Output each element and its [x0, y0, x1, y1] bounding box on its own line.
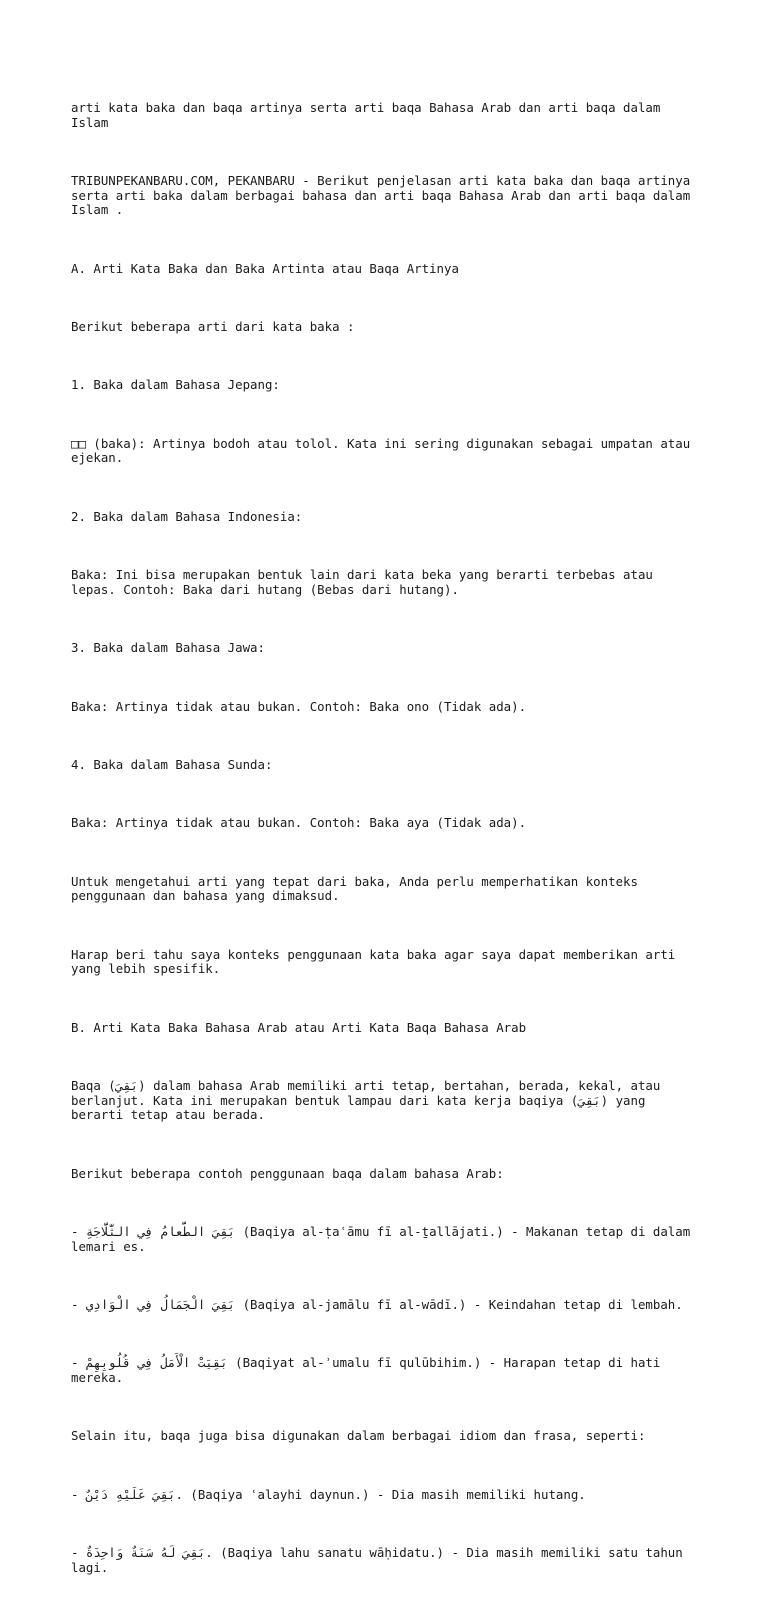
- section-heading-a: A. Arti Kata Baka dan Baka Artinta atau Baqa Artinya: [71, 260, 459, 276]
- subheading-javanese: 3. Baka dalam Bahasa Jawa:: [71, 640, 265, 656]
- subheading-indonesian: 2. Baka dalam Bahasa Indonesia:: [71, 508, 303, 524]
- example-item: - بَقِيَتْ الْأَمَلُ فِي قُلُوبِهِمْ (Baqiyat al-ʾumalu fī qulūbihim.) - Harapan tetap di hati mereka.: [71, 1355, 661, 1385]
- definition-indonesian: Baka: Ini bisa merupakan bentuk lain dari kata beka yang berarti terbebas atau lepas. Contoh: Baka dari hutang (Bebas dari hutang).: [71, 567, 653, 597]
- example-item: - بَقِيَ الطَّعامُ فِي الثَّلَّاجَةِ (Baqiya al-ṭaʿāmu fī al-ṯallājati.) - Makanan tetap di dalam lemari es.: [71, 1223, 691, 1254]
- context-note: Untuk mengetahui arti yang tepat dari baka, Anda perlu memperhatikan konteks penggunaan dan bahasa yang dimaksud.: [71, 873, 638, 904]
- section-heading-b: B. Arti Kata Baka Bahasa Arab atau Arti Kata Baqa Bahasa Arab: [71, 1019, 527, 1035]
- definition-japanese: □□ (baka): Artinya bodoh atau tolol. Kata ini sering digunakan sebagai umpatan atau ejekan.: [71, 435, 691, 466]
- idioms-lead: Selain itu, baqa juga bisa digunakan dalam berbagai idiom dan frasa, seperti:: [71, 1428, 646, 1444]
- doc-title: arti kata baka dan baqa artinya serta arti baqa Bahasa Arab dan arti baqa dalam Islam: [71, 100, 661, 130]
- request-note: Harap beri tahu saya konteks penggunaan kata baka agar saya dapat memberikan arti yang lebih spesifik.: [71, 946, 676, 977]
- baqa-definition: Baqa (بَقِيَ) dalam bahasa Arab memiliki arti tetap, bertahan, berada, kekal, atau berlanjut. Kata ini merupakan bentuk lampau dari kata kerja baqiya (بَقِيَ) yang berarti tetap atau berada.: [71, 1077, 661, 1123]
- section-a-lead: Berikut beberapa arti dari kata baka :: [71, 319, 355, 335]
- idiom-item: - بَقِيَ عَلَيْهِ دَيْنٌ. (Baqiya ʿalayhi daynun.) - Dia masih memiliki hutang.: [71, 1486, 586, 1502]
- definition-javanese: Baka: Artinya tidak atau bukan. Contoh: Baka ono (Tidak ada).: [71, 698, 527, 714]
- document-body: [71, 72, 711, 1604]
- idiom-item: - بَقِيَ لَهُ سَنَةٌ وَاحِدَةٌ. (Baqiya lahu sanatu wāḥidatu.) - Dia masih memiliki satu tahun lagi.: [71, 1544, 683, 1575]
- intro-paragraph: TRIBUNPEKANBARU.COM, PEKANBARU - Berikut penjelasan arti kata baka dan baqa artinya serta arti baka dalam berbagai bahasa dan arti baqa Bahasa Arab dan arti baqa dalam Islam .: [71, 173, 691, 218]
- definition-sundanese: Baka: Artinya tidak atau bukan. Contoh: Baka aya (Tidak ada).: [71, 815, 527, 831]
- subheading-sundanese: 4. Baka dalam Bahasa Sunda:: [71, 756, 273, 772]
- subheading-japanese: 1. Baka dalam Bahasa Jepang:: [71, 377, 280, 393]
- examples-lead: Berikut beberapa contoh penggunaan baqa dalam bahasa Arab:: [71, 1165, 504, 1181]
- example-item: - بَقِيَ الْجَمَالُ فِي الْوَادِي (Baqiya al-jamālu fī al-wādī.) - Keindahan tetap di lembah.: [71, 1296, 683, 1312]
